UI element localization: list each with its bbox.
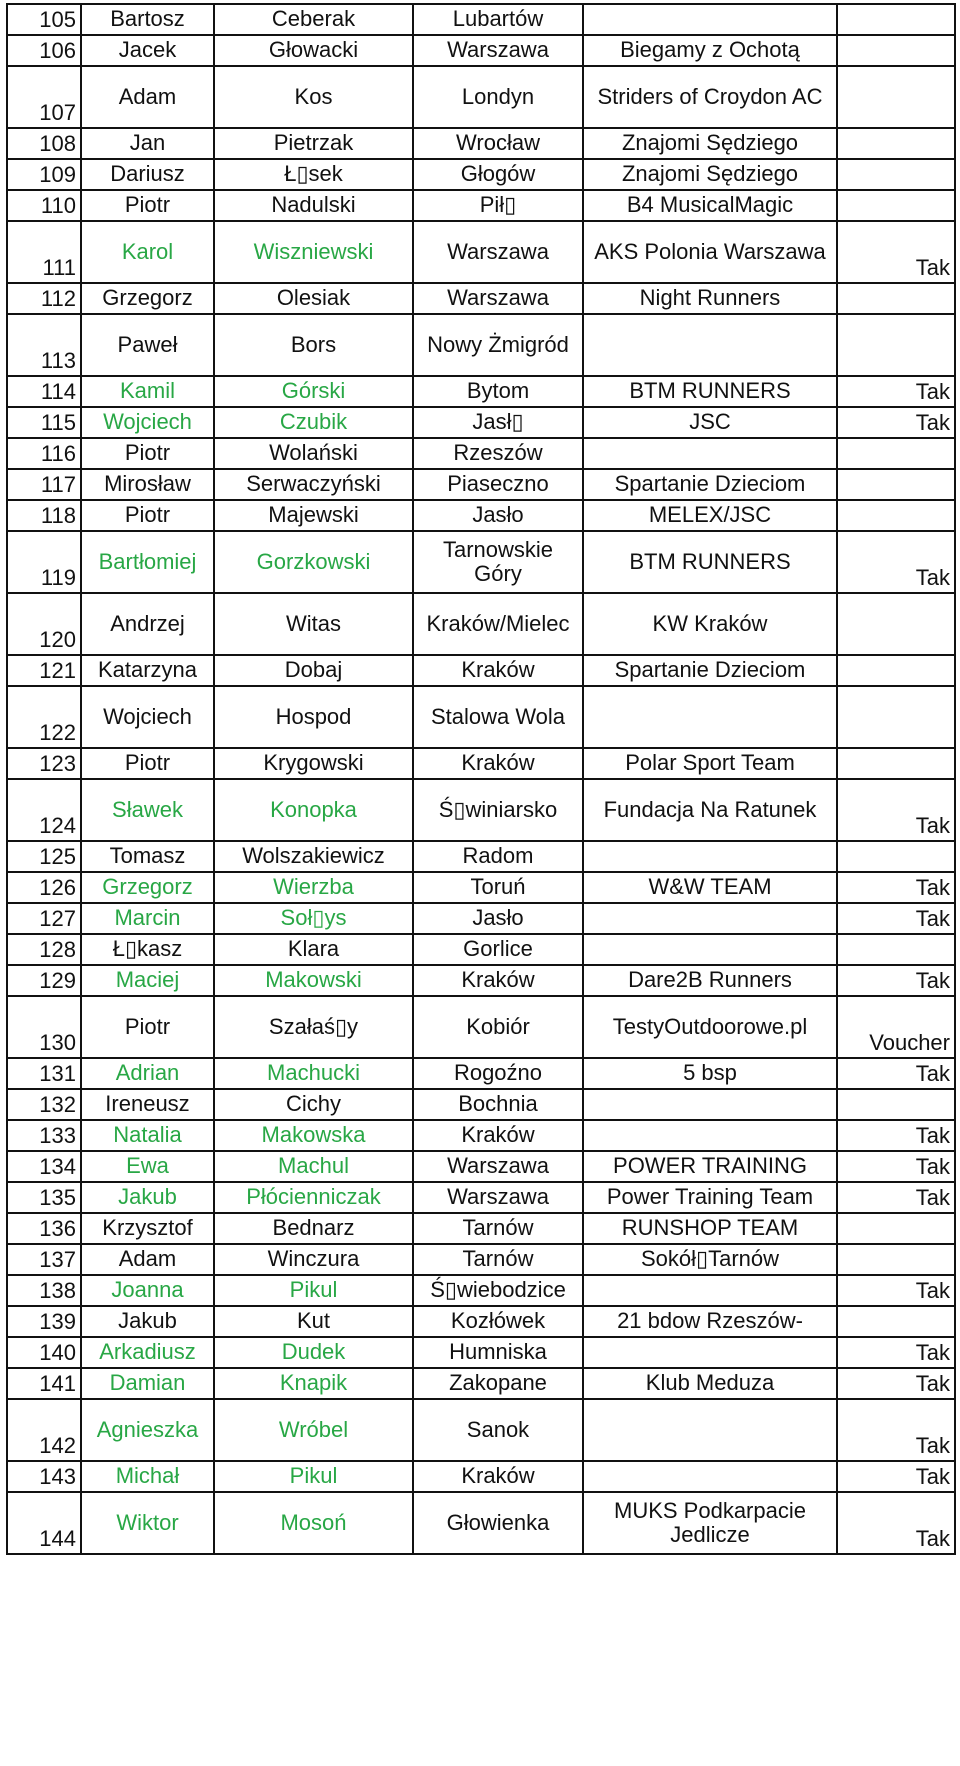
table-row bbox=[7, 1182, 955, 1213]
status-cell bbox=[837, 438, 955, 469]
table-row bbox=[7, 376, 955, 407]
city-cell: Wrocław bbox=[413, 128, 583, 159]
city-cell: Rogoźno bbox=[413, 1058, 583, 1089]
status-cell bbox=[837, 128, 955, 159]
first-name-cell: Karol bbox=[81, 221, 214, 283]
table-row bbox=[7, 593, 955, 655]
table-row bbox=[7, 748, 955, 779]
status-cell bbox=[837, 4, 955, 35]
table-row bbox=[7, 314, 955, 376]
row-number-cell: 134 bbox=[7, 1151, 81, 1182]
row-number-cell: 113 bbox=[7, 314, 81, 376]
last-name-cell: Wierzba bbox=[214, 872, 413, 903]
last-name-cell: Płócienniczak bbox=[214, 1182, 413, 1213]
first-name-cell: Adam bbox=[81, 1244, 214, 1275]
table-row bbox=[7, 1492, 955, 1554]
club-cell: Night Runners bbox=[583, 283, 837, 314]
city-cell: Londyn bbox=[413, 66, 583, 128]
row-number-cell: 110 bbox=[7, 190, 81, 221]
first-name-cell: Piotr bbox=[81, 190, 214, 221]
club-cell: Biegamy z Ochotą bbox=[583, 35, 837, 66]
status-cell bbox=[837, 841, 955, 872]
city-cell: Stalowa Wola bbox=[413, 686, 583, 748]
row-number-cell: 137 bbox=[7, 1244, 81, 1275]
row-number-cell: 112 bbox=[7, 283, 81, 314]
city-cell: Nowy Żmigród bbox=[413, 314, 583, 376]
first-name-cell: Arkadiusz bbox=[81, 1337, 214, 1368]
first-name-cell: Marcin bbox=[81, 903, 214, 934]
status-cell: Tak bbox=[837, 407, 955, 438]
last-name-cell: Ł▯sek bbox=[214, 159, 413, 190]
table-row bbox=[7, 686, 955, 748]
status-cell: Tak bbox=[837, 1275, 955, 1306]
first-name-cell: Piotr bbox=[81, 748, 214, 779]
first-name-cell: Grzegorz bbox=[81, 872, 214, 903]
status-cell: Tak bbox=[837, 221, 955, 283]
table-row bbox=[7, 1089, 955, 1120]
table-row bbox=[7, 1337, 955, 1368]
row-number-cell: 118 bbox=[7, 500, 81, 531]
first-name-cell: Ewa bbox=[81, 1151, 214, 1182]
last-name-cell: Ceberak bbox=[214, 4, 413, 35]
status-cell: Tak bbox=[837, 903, 955, 934]
last-name-cell: Makowska bbox=[214, 1120, 413, 1151]
table-row bbox=[7, 4, 955, 35]
last-name-cell: Bors bbox=[214, 314, 413, 376]
last-name-cell: Machucki bbox=[214, 1058, 413, 1089]
row-number-cell: 125 bbox=[7, 841, 81, 872]
club-cell: BTM RUNNERS bbox=[583, 531, 837, 593]
status-cell: Tak bbox=[837, 1120, 955, 1151]
city-cell: Warszawa bbox=[413, 221, 583, 283]
first-name-cell: Paweł bbox=[81, 314, 214, 376]
table-row bbox=[7, 66, 955, 128]
table-row bbox=[7, 1120, 955, 1151]
club-cell: Sokół▯Tarnów bbox=[583, 1244, 837, 1275]
club-cell bbox=[583, 1399, 837, 1461]
city-cell: Głogów bbox=[413, 159, 583, 190]
row-number-cell: 105 bbox=[7, 4, 81, 35]
first-name-cell: Piotr bbox=[81, 500, 214, 531]
table-row bbox=[7, 1058, 955, 1089]
status-cell bbox=[837, 686, 955, 748]
club-cell bbox=[583, 1275, 837, 1306]
status-cell: Tak bbox=[837, 1151, 955, 1182]
city-cell: Radom bbox=[413, 841, 583, 872]
last-name-cell: Winczura bbox=[214, 1244, 413, 1275]
table-row bbox=[7, 438, 955, 469]
table-row bbox=[7, 221, 955, 283]
city-cell: Warszawa bbox=[413, 1151, 583, 1182]
city-cell: Kraków bbox=[413, 655, 583, 686]
last-name-cell: Machul bbox=[214, 1151, 413, 1182]
club-cell: Dare2B Runners bbox=[583, 965, 837, 996]
status-cell bbox=[837, 469, 955, 500]
table-row bbox=[7, 655, 955, 686]
row-number-cell: 139 bbox=[7, 1306, 81, 1337]
club-cell: POWER TRAINING bbox=[583, 1151, 837, 1182]
first-name-cell: Joanna bbox=[81, 1275, 214, 1306]
club-cell: AKS Polonia Warszawa bbox=[583, 221, 837, 283]
status-cell: Tak bbox=[837, 965, 955, 996]
first-name-cell: Natalia bbox=[81, 1120, 214, 1151]
first-name-cell: Mirosław bbox=[81, 469, 214, 500]
table-row bbox=[7, 779, 955, 841]
status-cell: Tak bbox=[837, 779, 955, 841]
status-cell: Tak bbox=[837, 1058, 955, 1089]
row-number-cell: 121 bbox=[7, 655, 81, 686]
table-row bbox=[7, 1461, 955, 1492]
last-name-cell: Pikul bbox=[214, 1461, 413, 1492]
club-cell: B4 MusicalMagic bbox=[583, 190, 837, 221]
city-cell: Sanok bbox=[413, 1399, 583, 1461]
city-cell: Ś▯wiebodzice bbox=[413, 1275, 583, 1306]
club-cell: JSC bbox=[583, 407, 837, 438]
status-cell bbox=[837, 159, 955, 190]
row-number-cell: 143 bbox=[7, 1461, 81, 1492]
first-name-cell: Maciej bbox=[81, 965, 214, 996]
last-name-cell: Cichy bbox=[214, 1089, 413, 1120]
club-cell: MUKS Podkarpacie Jedlicze bbox=[583, 1492, 837, 1554]
club-cell: MELEX/JSC bbox=[583, 500, 837, 531]
status-cell: Tak bbox=[837, 1399, 955, 1461]
first-name-cell: Tomasz bbox=[81, 841, 214, 872]
table-row bbox=[7, 934, 955, 965]
row-number-cell: 126 bbox=[7, 872, 81, 903]
status-cell bbox=[837, 66, 955, 128]
table-row bbox=[7, 407, 955, 438]
last-name-cell: Wolszakiewicz bbox=[214, 841, 413, 872]
first-name-cell: Kamil bbox=[81, 376, 214, 407]
table-row bbox=[7, 128, 955, 159]
city-cell: Kraków/Mielec bbox=[413, 593, 583, 655]
club-cell bbox=[583, 1089, 837, 1120]
table-row bbox=[7, 1399, 955, 1461]
status-cell: Tak bbox=[837, 1337, 955, 1368]
city-cell: Bochnia bbox=[413, 1089, 583, 1120]
club-cell: Znajomi Sędziego bbox=[583, 159, 837, 190]
row-number-cell: 122 bbox=[7, 686, 81, 748]
last-name-cell: Dudek bbox=[214, 1337, 413, 1368]
first-name-cell: Agnieszka bbox=[81, 1399, 214, 1461]
status-cell: Tak bbox=[837, 1368, 955, 1399]
last-name-cell: Witas bbox=[214, 593, 413, 655]
first-name-cell: Adam bbox=[81, 66, 214, 128]
row-number-cell: 123 bbox=[7, 748, 81, 779]
table-row bbox=[7, 841, 955, 872]
city-cell: Jasł▯ bbox=[413, 407, 583, 438]
last-name-cell: Kos bbox=[214, 66, 413, 128]
last-name-cell: Głowacki bbox=[214, 35, 413, 66]
first-name-cell: Michał bbox=[81, 1461, 214, 1492]
first-name-cell: Dariusz bbox=[81, 159, 214, 190]
club-cell: TestyOutdoorowe.pl bbox=[583, 996, 837, 1058]
first-name-cell: Wiktor bbox=[81, 1492, 214, 1554]
table-row bbox=[7, 1213, 955, 1244]
row-number-cell: 141 bbox=[7, 1368, 81, 1399]
city-cell: Tarnów bbox=[413, 1213, 583, 1244]
row-number-cell: 109 bbox=[7, 159, 81, 190]
city-cell: Bytom bbox=[413, 376, 583, 407]
first-name-cell: Sławek bbox=[81, 779, 214, 841]
city-cell: Rzeszów bbox=[413, 438, 583, 469]
first-name-cell: Wojciech bbox=[81, 686, 214, 748]
status-cell bbox=[837, 593, 955, 655]
status-cell bbox=[837, 190, 955, 221]
city-cell: Warszawa bbox=[413, 1182, 583, 1213]
last-name-cell: Pikul bbox=[214, 1275, 413, 1306]
row-number-cell: 130 bbox=[7, 996, 81, 1058]
row-number-cell: 117 bbox=[7, 469, 81, 500]
table-row bbox=[7, 1151, 955, 1182]
last-name-cell: Szałaś▯y bbox=[214, 996, 413, 1058]
status-cell: Tak bbox=[837, 1182, 955, 1213]
club-cell: KW Kraków bbox=[583, 593, 837, 655]
table-row bbox=[7, 190, 955, 221]
last-name-cell: Bednarz bbox=[214, 1213, 413, 1244]
club-cell: 5 bsp bbox=[583, 1058, 837, 1089]
row-number-cell: 131 bbox=[7, 1058, 81, 1089]
row-number-cell: 142 bbox=[7, 1399, 81, 1461]
first-name-cell: Wojciech bbox=[81, 407, 214, 438]
first-name-cell: Krzysztof bbox=[81, 1213, 214, 1244]
table-row bbox=[7, 903, 955, 934]
first-name-cell: Adrian bbox=[81, 1058, 214, 1089]
last-name-cell: Górski bbox=[214, 376, 413, 407]
status-cell bbox=[837, 655, 955, 686]
city-cell: Gorlice bbox=[413, 934, 583, 965]
row-number-cell: 144 bbox=[7, 1492, 81, 1554]
city-cell: Tarnów bbox=[413, 1244, 583, 1275]
status-cell: Voucher bbox=[837, 996, 955, 1058]
status-cell bbox=[837, 1089, 955, 1120]
row-number-cell: 106 bbox=[7, 35, 81, 66]
club-cell: 21 bdow Rzeszów- bbox=[583, 1306, 837, 1337]
status-cell bbox=[837, 500, 955, 531]
row-number-cell: 129 bbox=[7, 965, 81, 996]
club-cell: Klub Meduza bbox=[583, 1368, 837, 1399]
club-cell: Spartanie Dzieciom bbox=[583, 655, 837, 686]
status-cell: Tak bbox=[837, 376, 955, 407]
club-cell: Striders of Croydon AC bbox=[583, 66, 837, 128]
table-row bbox=[7, 1306, 955, 1337]
status-cell: Tak bbox=[837, 531, 955, 593]
club-cell: Fundacja Na Ratunek bbox=[583, 779, 837, 841]
status-cell: Tak bbox=[837, 1461, 955, 1492]
row-number-cell: 108 bbox=[7, 128, 81, 159]
last-name-cell: Wiszniewski bbox=[214, 221, 413, 283]
status-cell bbox=[837, 1306, 955, 1337]
club-cell: Znajomi Sędziego bbox=[583, 128, 837, 159]
row-number-cell: 138 bbox=[7, 1275, 81, 1306]
table-body bbox=[7, 4, 955, 1554]
last-name-cell: Makowski bbox=[214, 965, 413, 996]
first-name-cell: Piotr bbox=[81, 438, 214, 469]
first-name-cell: Jacek bbox=[81, 35, 214, 66]
first-name-cell: Jan bbox=[81, 128, 214, 159]
last-name-cell: Pietrzak bbox=[214, 128, 413, 159]
last-name-cell: Wróbel bbox=[214, 1399, 413, 1461]
status-cell: Tak bbox=[837, 1492, 955, 1554]
first-name-cell: Jakub bbox=[81, 1306, 214, 1337]
row-number-cell: 119 bbox=[7, 531, 81, 593]
city-cell: Zakopane bbox=[413, 1368, 583, 1399]
first-name-cell: Andrzej bbox=[81, 593, 214, 655]
table-row bbox=[7, 159, 955, 190]
last-name-cell: Konopka bbox=[214, 779, 413, 841]
first-name-cell: Damian bbox=[81, 1368, 214, 1399]
club-cell: Spartanie Dzieciom bbox=[583, 469, 837, 500]
club-cell: Power Training Team bbox=[583, 1182, 837, 1213]
last-name-cell: Knapik bbox=[214, 1368, 413, 1399]
city-cell: Głowienka bbox=[413, 1492, 583, 1554]
club-cell bbox=[583, 1337, 837, 1368]
city-cell: Warszawa bbox=[413, 283, 583, 314]
status-cell bbox=[837, 1213, 955, 1244]
row-number-cell: 128 bbox=[7, 934, 81, 965]
city-cell: Kozłówek bbox=[413, 1306, 583, 1337]
row-number-cell: 140 bbox=[7, 1337, 81, 1368]
last-name-cell: Serwaczyński bbox=[214, 469, 413, 500]
city-cell: Jasło bbox=[413, 903, 583, 934]
table-row bbox=[7, 1275, 955, 1306]
last-name-cell: Gorzkowski bbox=[214, 531, 413, 593]
city-cell: Kraków bbox=[413, 748, 583, 779]
status-cell bbox=[837, 314, 955, 376]
city-cell: Kraków bbox=[413, 1461, 583, 1492]
city-cell: Kraków bbox=[413, 1120, 583, 1151]
first-name-cell: Bartosz bbox=[81, 4, 214, 35]
status-cell bbox=[837, 35, 955, 66]
club-cell bbox=[583, 438, 837, 469]
city-cell: Toruń bbox=[413, 872, 583, 903]
table-row bbox=[7, 469, 955, 500]
table-row bbox=[7, 872, 955, 903]
club-cell bbox=[583, 934, 837, 965]
club-cell bbox=[583, 314, 837, 376]
city-cell: Humniska bbox=[413, 1337, 583, 1368]
table-row bbox=[7, 531, 955, 593]
row-number-cell: 127 bbox=[7, 903, 81, 934]
first-name-cell: Ł▯kasz bbox=[81, 934, 214, 965]
row-number-cell: 135 bbox=[7, 1182, 81, 1213]
row-number-cell: 132 bbox=[7, 1089, 81, 1120]
last-name-cell: Majewski bbox=[214, 500, 413, 531]
last-name-cell: Czubik bbox=[214, 407, 413, 438]
last-name-cell: Dobaj bbox=[214, 655, 413, 686]
status-cell bbox=[837, 283, 955, 314]
first-name-cell: Piotr bbox=[81, 996, 214, 1058]
row-number-cell: 107 bbox=[7, 66, 81, 128]
last-name-cell: Klara bbox=[214, 934, 413, 965]
table-row bbox=[7, 996, 955, 1058]
table-row bbox=[7, 283, 955, 314]
table-row bbox=[7, 1368, 955, 1399]
row-number-cell: 114 bbox=[7, 376, 81, 407]
last-name-cell: Soł▯ys bbox=[214, 903, 413, 934]
club-cell bbox=[583, 903, 837, 934]
status-cell bbox=[837, 934, 955, 965]
table-row bbox=[7, 1244, 955, 1275]
city-cell: Pił▯ bbox=[413, 190, 583, 221]
city-cell: Tarnowskie Góry bbox=[413, 531, 583, 593]
city-cell: Lubartów bbox=[413, 4, 583, 35]
table-row bbox=[7, 965, 955, 996]
row-number-cell: 136 bbox=[7, 1213, 81, 1244]
last-name-cell: Wolański bbox=[214, 438, 413, 469]
last-name-cell: Kut bbox=[214, 1306, 413, 1337]
city-cell: Kraków bbox=[413, 965, 583, 996]
status-cell: Tak bbox=[837, 872, 955, 903]
club-cell: Polar Sport Team bbox=[583, 748, 837, 779]
last-name-cell: Mosoń bbox=[214, 1492, 413, 1554]
row-number-cell: 116 bbox=[7, 438, 81, 469]
city-cell: Piaseczno bbox=[413, 469, 583, 500]
last-name-cell: Hospod bbox=[214, 686, 413, 748]
row-number-cell: 115 bbox=[7, 407, 81, 438]
club-cell bbox=[583, 4, 837, 35]
table-row bbox=[7, 500, 955, 531]
last-name-cell: Krygowski bbox=[214, 748, 413, 779]
participants-table bbox=[6, 3, 956, 1555]
city-cell: Warszawa bbox=[413, 35, 583, 66]
first-name-cell: Grzegorz bbox=[81, 283, 214, 314]
row-number-cell: 133 bbox=[7, 1120, 81, 1151]
first-name-cell: Jakub bbox=[81, 1182, 214, 1213]
club-cell bbox=[583, 686, 837, 748]
club-cell: W&W TEAM bbox=[583, 872, 837, 903]
club-cell: RUNSHOP TEAM bbox=[583, 1213, 837, 1244]
club-cell: BTM RUNNERS bbox=[583, 376, 837, 407]
city-cell: Ś▯winiarsko bbox=[413, 779, 583, 841]
row-number-cell: 124 bbox=[7, 779, 81, 841]
status-cell bbox=[837, 1244, 955, 1275]
first-name-cell: Bartłomiej bbox=[81, 531, 214, 593]
city-cell: Jasło bbox=[413, 500, 583, 531]
first-name-cell: Katarzyna bbox=[81, 655, 214, 686]
first-name-cell: Ireneusz bbox=[81, 1089, 214, 1120]
last-name-cell: Olesiak bbox=[214, 283, 413, 314]
row-number-cell: 120 bbox=[7, 593, 81, 655]
city-cell: Kobiór bbox=[413, 996, 583, 1058]
status-cell bbox=[837, 748, 955, 779]
club-cell bbox=[583, 1120, 837, 1151]
row-number-cell: 111 bbox=[7, 221, 81, 283]
last-name-cell: Nadulski bbox=[214, 190, 413, 221]
club-cell bbox=[583, 1461, 837, 1492]
club-cell bbox=[583, 841, 837, 872]
table-row bbox=[7, 35, 955, 66]
